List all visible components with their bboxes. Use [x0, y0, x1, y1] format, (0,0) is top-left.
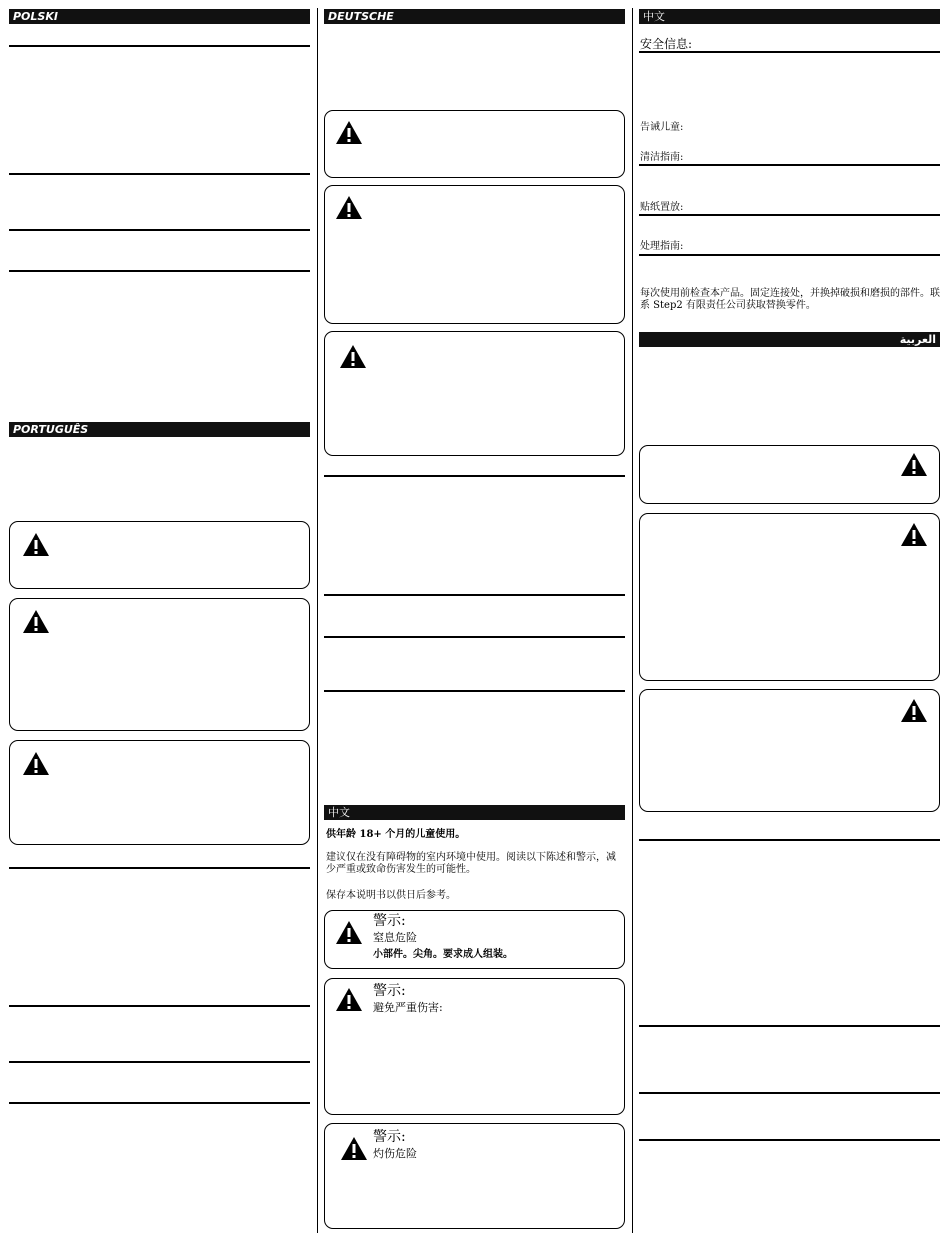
warning-box — [324, 185, 625, 324]
warning-box-choking — [324, 910, 625, 969]
warning-title: 警示: — [373, 913, 406, 929]
warning-line-bold: 小部件。尖角。要求成人组装。 — [373, 949, 513, 960]
divider — [324, 594, 625, 596]
divider — [9, 45, 310, 47]
section-header-chinese: 中文 — [324, 805, 625, 820]
warning-triangle-icon — [22, 532, 50, 557]
divider — [639, 254, 940, 256]
divider — [639, 839, 940, 841]
warning-box — [9, 521, 310, 589]
tell-children-heading: 告诫儿童: — [640, 122, 684, 133]
divider — [324, 690, 625, 692]
column-divider — [317, 8, 318, 1233]
warning-triangle-icon — [22, 609, 50, 634]
section-header-deutsche: DEUTSCHE — [324, 9, 625, 24]
warning-box — [9, 740, 310, 845]
warning-triangle-icon — [340, 1136, 368, 1161]
section-header-polski: POLSKI — [9, 9, 310, 24]
divider — [9, 229, 310, 231]
warning-title: 警示: — [373, 983, 406, 999]
section-header-chinese: 中文 — [639, 9, 940, 24]
warning-triangle-icon — [900, 698, 928, 723]
divider — [9, 1102, 310, 1104]
warning-title: 警示: — [373, 1129, 406, 1145]
warning-triangle-icon — [900, 452, 928, 477]
inspection-paragraph: 每次使用前检查本产品。固定连接处，并换掉破损和磨损的部件。联系 Step2 有限责任公司获取替换零件。 — [640, 288, 940, 311]
warning-triangle-icon — [339, 344, 367, 369]
divider — [639, 1025, 940, 1027]
divider — [324, 636, 625, 638]
cleaning-heading: 清洁指南: — [640, 152, 684, 163]
divider — [9, 867, 310, 869]
warning-triangle-icon — [335, 120, 363, 145]
warning-line: 窒息危险 — [373, 931, 417, 944]
divider — [9, 1005, 310, 1007]
intro-paragraph: 建议仅在没有障碍物的室内环境中使用。阅读以下陈述和警示，减少严重或致命伤害发生的可能性。 — [326, 852, 616, 875]
warning-box-burn — [324, 1123, 625, 1229]
age-recommendation: 供年龄 18+ 个月的儿童使用。 — [326, 829, 466, 840]
section-header-portugues: PORTUGUÊS — [9, 422, 310, 437]
warning-box — [639, 689, 940, 812]
warning-line: 灼伤危险 — [373, 1147, 417, 1160]
warning-line: 避免严重伤害: — [373, 1001, 443, 1014]
column-divider — [632, 8, 633, 1233]
warning-triangle-icon — [335, 920, 363, 945]
warning-box — [324, 110, 625, 178]
divider — [9, 173, 310, 175]
warning-triangle-icon — [22, 751, 50, 776]
safety-info-heading: 安全信息: — [640, 37, 693, 51]
divider — [639, 214, 940, 216]
warning-box — [324, 331, 625, 456]
disposal-heading: 处理指南: — [640, 241, 684, 252]
divider — [9, 1061, 310, 1063]
warning-triangle-icon — [335, 987, 363, 1012]
warning-box — [639, 513, 940, 681]
warning-triangle-icon — [335, 195, 363, 220]
warning-box — [639, 445, 940, 504]
divider — [639, 164, 940, 166]
section-header-arabic: العربية — [639, 332, 940, 347]
divider — [324, 475, 625, 477]
divider — [639, 1092, 940, 1094]
warning-box — [9, 598, 310, 731]
sticker-heading: 贴纸置放: — [640, 202, 684, 213]
warning-box-injury — [324, 978, 625, 1115]
warning-triangle-icon — [900, 522, 928, 547]
divider — [9, 270, 310, 272]
divider — [639, 1139, 940, 1141]
divider — [639, 51, 940, 53]
save-instructions: 保存本说明书以供日后参考。 — [326, 890, 456, 901]
